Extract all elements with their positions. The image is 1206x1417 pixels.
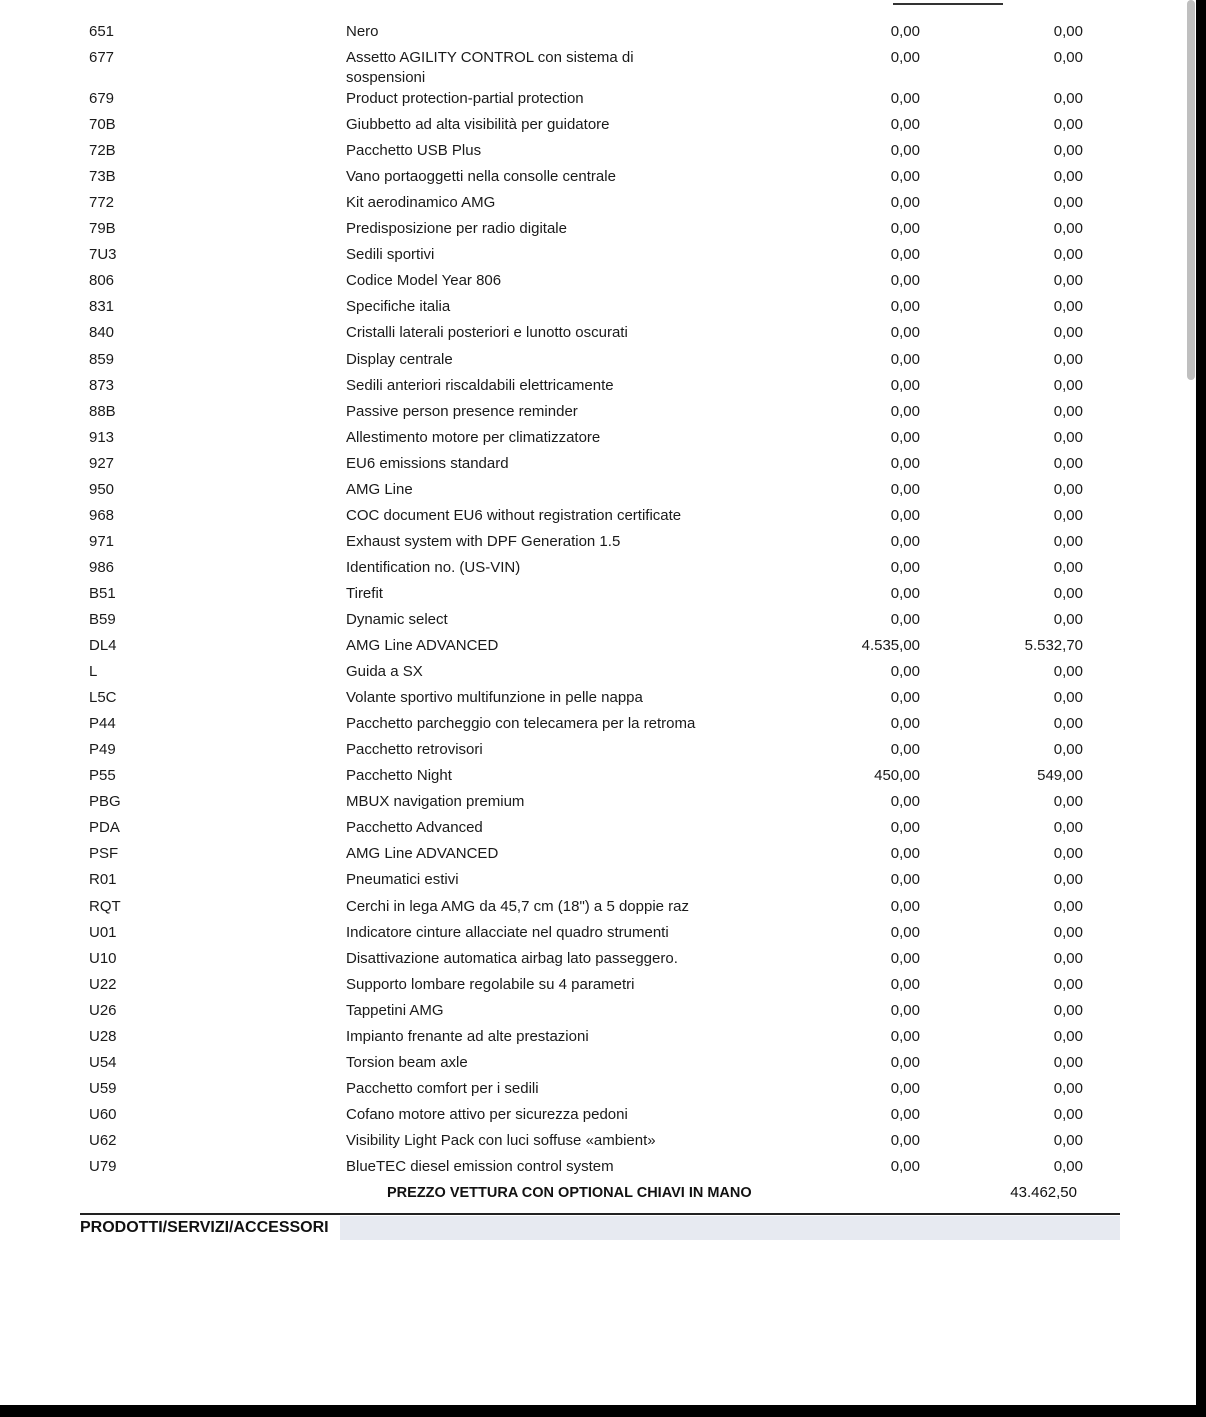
option-price: 0,00 (890, 272, 920, 290)
option-total: 0,00 (1053, 897, 1083, 915)
option-code: 88B (89, 402, 116, 420)
option-price: 0,00 (890, 246, 920, 264)
option-price: 0,00 (890, 923, 920, 941)
table-row (0, 1027, 1196, 1053)
option-code: U59 (89, 1079, 117, 1097)
option-description: Volante sportivo multifunzione in pelle nappa (346, 689, 643, 707)
option-description: Pacchetto Night (346, 767, 452, 785)
table-row (0, 115, 1196, 141)
option-price: 0,00 (890, 532, 920, 550)
table-row (0, 1001, 1196, 1027)
section-title: PRODOTTI/SERVIZI/ACCESSORI (80, 1219, 329, 1236)
option-total: 0,00 (1053, 194, 1083, 212)
option-code: 859 (89, 350, 115, 368)
option-description: Giubbetto ad alta visibilità per guidatore (346, 116, 610, 134)
table-row (0, 219, 1196, 245)
option-price: 0,00 (890, 793, 920, 811)
table-row (0, 740, 1196, 766)
table-row (0, 636, 1196, 662)
option-total: 0,00 (1053, 454, 1083, 472)
table-row (0, 506, 1196, 532)
option-description: Pneumatici estivi (346, 871, 459, 889)
option-total: 0,00 (1053, 116, 1083, 134)
option-total: 0,00 (1053, 1131, 1083, 1149)
option-price: 0,00 (890, 49, 920, 67)
option-price: 0,00 (890, 1157, 920, 1175)
section-divider (80, 1213, 1120, 1215)
option-description: Tirefit (346, 584, 383, 602)
option-price: 0,00 (890, 90, 920, 108)
table-row (0, 1157, 1196, 1183)
option-code: 7U3 (89, 246, 117, 264)
option-code: 70B (89, 116, 116, 134)
option-total: 0,00 (1053, 1001, 1083, 1019)
option-total: 0,00 (1053, 142, 1083, 160)
table-row (0, 714, 1196, 740)
option-description: Impianto frenante ad alte prestazioni (346, 1027, 589, 1045)
option-code: R01 (89, 871, 117, 889)
option-code: 679 (89, 90, 115, 108)
option-total: 0,00 (1053, 871, 1083, 889)
option-description: Kit aerodinamico AMG (346, 194, 496, 212)
option-total: 0,00 (1053, 90, 1083, 108)
option-price: 0,00 (890, 845, 920, 863)
option-total: 0,00 (1053, 376, 1083, 394)
option-code: U22 (89, 975, 117, 993)
table-row (0, 844, 1196, 870)
option-total: 0,00 (1053, 428, 1083, 446)
option-description: AMG Line ADVANCED (346, 845, 499, 863)
option-description: Sedili anteriori riscaldabili elettricamente (346, 376, 614, 394)
option-description: AMG Line ADVANCED (346, 637, 499, 655)
option-description: Display centrale (346, 350, 453, 368)
table-row (0, 949, 1196, 975)
option-total: 0,00 (1053, 272, 1083, 290)
option-price: 0,00 (890, 142, 920, 160)
option-description: Pacchetto USB Plus (346, 142, 482, 160)
option-total: 0,00 (1053, 558, 1083, 576)
option-description: Tappetini AMG (346, 1001, 444, 1019)
option-total: 0,00 (1053, 49, 1083, 67)
option-code: PBG (89, 793, 121, 811)
option-description: Cerchi in lega AMG da 45,7 cm (18") a 5 doppie raz (346, 897, 690, 915)
option-price: 0,00 (890, 897, 920, 915)
table-row (0, 792, 1196, 818)
option-price: 0,00 (890, 168, 920, 186)
table-row (0, 245, 1196, 271)
option-price: 0,00 (890, 220, 920, 238)
option-description: Product protection-partial protection (346, 90, 584, 108)
table-row (0, 167, 1196, 193)
option-total: 0,00 (1053, 741, 1083, 759)
table-row (0, 688, 1196, 714)
option-price: 0,00 (890, 558, 920, 576)
option-price: 0,00 (890, 454, 920, 472)
option-code: DL4 (89, 637, 117, 655)
option-code: U28 (89, 1027, 117, 1045)
option-code: U26 (89, 1001, 117, 1019)
option-description: BlueTEC diesel emission control system (346, 1157, 614, 1175)
option-code: B59 (89, 610, 116, 628)
total-label: PREZZO VETTURA CON OPTIONAL CHIAVI IN MANO (387, 1185, 752, 1201)
table-row (0, 428, 1196, 454)
option-description: Torsion beam axle (346, 1053, 468, 1071)
option-code: PDA (89, 819, 120, 837)
table-row (0, 141, 1196, 167)
option-description: Vano portaoggetti nella consolle centrale (346, 168, 616, 186)
option-description: Specifiche italia (346, 298, 451, 316)
option-description: Indicatore cinture allacciate nel quadro strumenti (346, 923, 669, 941)
table-row (0, 480, 1196, 506)
option-price: 0,00 (890, 949, 920, 967)
option-code: RQT (89, 897, 121, 915)
option-description: Pacchetto Advanced (346, 819, 483, 837)
option-code: 971 (89, 532, 115, 550)
option-total: 0,00 (1053, 220, 1083, 238)
option-price: 0,00 (890, 610, 920, 628)
option-description: Cofano motore attivo per sicurezza pedoni (346, 1105, 628, 1123)
table-row (0, 1053, 1196, 1079)
option-total: 0,00 (1053, 689, 1083, 707)
option-total: 0,00 (1053, 949, 1083, 967)
table-row (0, 323, 1196, 349)
option-code: U01 (89, 923, 117, 941)
table-row (0, 1131, 1196, 1157)
option-code: 79B (89, 220, 116, 238)
option-code: 968 (89, 506, 115, 524)
option-price: 0,00 (890, 871, 920, 889)
option-description: Dynamic select (346, 610, 448, 628)
option-code: 950 (89, 480, 115, 498)
option-description: Assetto AGILITY CONTROL con sistema di sospensioni (346, 49, 634, 87)
option-code: L (89, 663, 98, 681)
option-total: 0,00 (1053, 845, 1083, 863)
option-code: U54 (89, 1053, 117, 1071)
table-row (0, 22, 1196, 48)
table-row (0, 584, 1196, 610)
option-code: L5C (89, 689, 117, 707)
option-total: 0,00 (1053, 1105, 1083, 1123)
option-code: U60 (89, 1105, 117, 1123)
option-description: Identification no. (US-VIN) (346, 558, 521, 576)
option-total: 0,00 (1053, 532, 1083, 550)
option-price: 0,00 (890, 689, 920, 707)
table-row (0, 48, 1196, 89)
option-code: 873 (89, 376, 115, 394)
option-description: Pacchetto retrovisori (346, 741, 483, 759)
table-row (0, 870, 1196, 896)
option-description: Visibility Light Pack con luci soffuse «ambient» (346, 1131, 656, 1149)
table-row (0, 402, 1196, 428)
option-code: 806 (89, 272, 115, 290)
option-price: 0,00 (890, 1027, 920, 1045)
total-value: 43.462,50 (1010, 1184, 1077, 1201)
option-description: Exhaust system with DPF Generation 1.5 (346, 532, 621, 550)
option-price: 0,00 (890, 194, 920, 212)
option-price: 0,00 (890, 663, 920, 681)
option-price: 0,00 (890, 324, 920, 342)
option-code: 73B (89, 168, 116, 186)
options-table (0, 22, 1196, 1183)
table-row (0, 193, 1196, 219)
table-row (0, 1079, 1196, 1105)
option-description: Sedili sportivi (346, 246, 435, 264)
table-row (0, 532, 1196, 558)
option-price: 0,00 (890, 376, 920, 394)
option-total: 5.532,70 (1024, 637, 1083, 655)
option-price: 0,00 (890, 819, 920, 837)
option-price: 0,00 (890, 1105, 920, 1123)
option-code: 927 (89, 454, 115, 472)
option-description: Disattivazione automatica airbag lato passeggero. (346, 949, 678, 967)
table-row (0, 610, 1196, 636)
option-total: 0,00 (1053, 350, 1083, 368)
table-row (0, 818, 1196, 844)
table-row (0, 350, 1196, 376)
option-description: Guida a SX (346, 663, 423, 681)
option-price: 0,00 (890, 506, 920, 524)
option-code: U10 (89, 949, 117, 967)
option-code: 840 (89, 324, 115, 342)
table-row (0, 271, 1196, 297)
option-code: 677 (89, 49, 115, 67)
option-price: 4.535,00 (861, 637, 920, 655)
option-total: 0,00 (1053, 975, 1083, 993)
option-total: 0,00 (1053, 1027, 1083, 1045)
option-description: EU6 emissions standard (346, 454, 509, 472)
table-row (0, 662, 1196, 688)
option-price: 0,00 (890, 1131, 920, 1149)
option-price: 0,00 (890, 428, 920, 446)
option-price: 0,00 (890, 1053, 920, 1071)
option-code: U62 (89, 1131, 117, 1149)
option-total: 0,00 (1053, 246, 1083, 264)
option-price: 0,00 (890, 715, 920, 733)
option-price: 0,00 (890, 1079, 920, 1097)
option-total: 0,00 (1053, 298, 1083, 316)
option-description: Cristalli laterali posteriori e lunotto oscurati (346, 324, 628, 342)
option-total: 0,00 (1053, 610, 1083, 628)
option-price: 0,00 (890, 23, 920, 40)
option-price: 0,00 (890, 741, 920, 759)
option-total: 0,00 (1053, 1079, 1083, 1097)
option-total: 0,00 (1053, 923, 1083, 941)
option-total: 0,00 (1053, 402, 1083, 420)
option-total: 0,00 (1053, 480, 1083, 498)
table-row (0, 923, 1196, 949)
option-price: 0,00 (890, 584, 920, 602)
option-price: 0,00 (890, 350, 920, 368)
option-price: 0,00 (890, 298, 920, 316)
option-total: 0,00 (1053, 168, 1083, 186)
section-header-band (340, 1216, 1120, 1240)
table-row (0, 454, 1196, 480)
option-total: 0,00 (1053, 1157, 1083, 1175)
option-price: 0,00 (890, 480, 920, 498)
option-total: 0,00 (1053, 715, 1083, 733)
table-row (0, 766, 1196, 792)
table-row (0, 975, 1196, 1001)
total-row (0, 1183, 1196, 1205)
option-total: 0,00 (1053, 1053, 1083, 1071)
table-row (0, 1105, 1196, 1131)
table-row (0, 297, 1196, 323)
option-code: B51 (89, 584, 116, 602)
option-code: 986 (89, 558, 115, 576)
option-description: AMG Line (346, 480, 413, 498)
option-description: COC document EU6 without registration certificate (346, 506, 682, 524)
option-code: 831 (89, 298, 115, 316)
table-row (0, 89, 1196, 115)
option-price: 0,00 (890, 116, 920, 134)
option-code: P55 (89, 767, 116, 785)
option-code: 913 (89, 428, 115, 446)
option-price: 0,00 (890, 975, 920, 993)
option-code: 651 (89, 23, 115, 40)
option-price: 450,00 (874, 767, 920, 785)
option-description: Pacchetto comfort per i sedili (346, 1079, 539, 1097)
option-description: Predisposizione per radio digitale (346, 220, 567, 238)
option-total: 549,00 (1037, 767, 1083, 785)
option-description: Passive person presence reminder (346, 402, 578, 420)
option-description: Supporto lombare regolabile su 4 parametri (346, 975, 635, 993)
option-code: U79 (89, 1157, 117, 1175)
option-total: 0,00 (1053, 584, 1083, 602)
table-row (0, 558, 1196, 584)
option-total: 0,00 (1053, 663, 1083, 681)
option-total: 0,00 (1053, 506, 1083, 524)
option-description: Codice Model Year 806 (346, 272, 502, 290)
top-cut-off-text (893, 0, 1003, 5)
option-total: 0,00 (1053, 793, 1083, 811)
option-total: 0,00 (1053, 819, 1083, 837)
option-code: P49 (89, 741, 116, 759)
option-description: Pacchetto parcheggio con telecamera per la retroma (346, 715, 696, 733)
scrollbar-thumb[interactable] (1187, 0, 1195, 380)
table-row (0, 376, 1196, 402)
option-code: PSF (89, 845, 119, 863)
option-price: 0,00 (890, 1001, 920, 1019)
option-description: Nero (346, 23, 379, 40)
option-total: 0,00 (1053, 324, 1083, 342)
option-description: Allestimento motore per climatizzatore (346, 428, 601, 446)
option-description: MBUX navigation premium (346, 793, 525, 811)
option-code: 772 (89, 194, 115, 212)
option-code: 72B (89, 142, 116, 160)
option-price: 0,00 (890, 402, 920, 420)
option-total: 0,00 (1053, 23, 1083, 40)
option-code: P44 (89, 715, 116, 733)
table-row (0, 897, 1196, 923)
